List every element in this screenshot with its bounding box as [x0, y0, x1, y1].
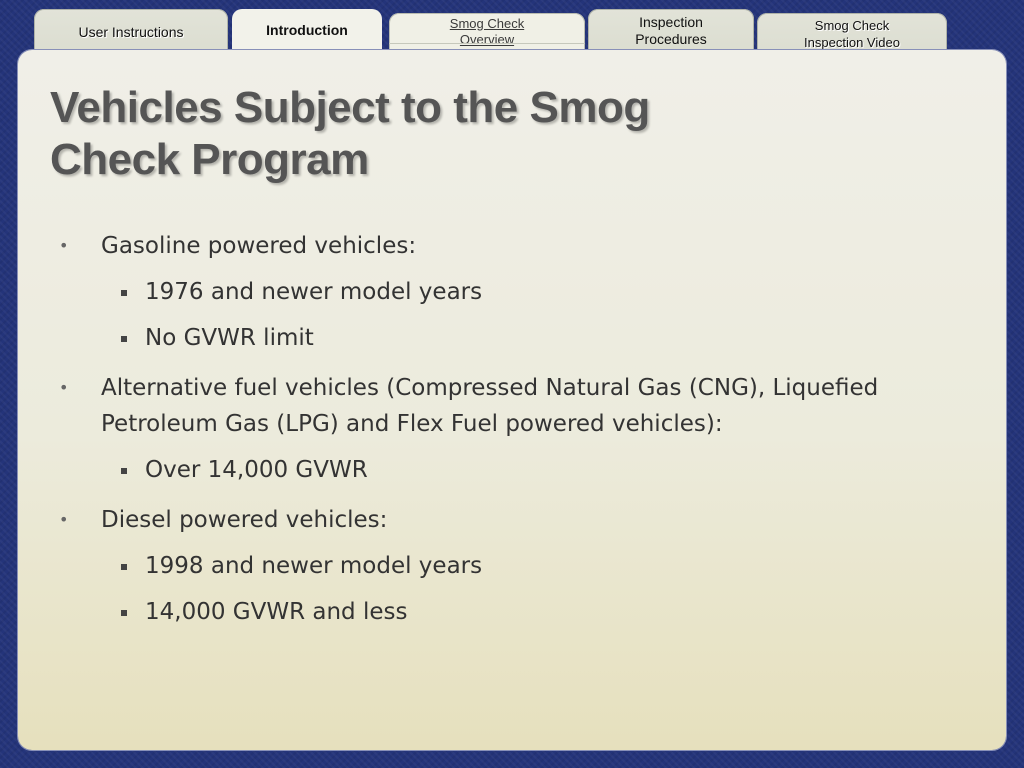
square-bullet-icon	[121, 610, 127, 616]
bullet-diesel	[58, 502, 968, 630]
bullet-dot-icon: •	[59, 510, 69, 529]
tab-inspection-procedures-label-2: Procedures	[635, 31, 707, 47]
square-bullet-icon	[121, 290, 127, 296]
tab-smog-check-overview-label-1[interactable]: Smog Check	[449, 16, 525, 31]
bullet-gasoline	[58, 228, 968, 356]
sub-bullet	[101, 274, 968, 310]
sub-bullet	[101, 452, 968, 488]
sub-bullet-text: 1998 and newer model years	[145, 553, 483, 579]
bullet-text-line-1: Alternative fuel vehicles (Compressed Natural Gas (CNG), Liquefied	[101, 375, 879, 401]
bullet-dot-icon: •	[59, 236, 69, 255]
sub-bullet-text: 1976 and newer model years	[145, 279, 483, 305]
bullet-text-line-2: Petroleum Gas (LPG) and Flex Fuel powered vehicles):	[101, 411, 723, 437]
bullet-list	[58, 228, 968, 640]
tab-smog-check-overview-label-2[interactable]: Overview	[459, 32, 515, 47]
square-bullet-icon	[121, 336, 127, 342]
sub-bullet-list	[101, 274, 968, 356]
bullet-dot-icon: •	[59, 378, 69, 397]
slide-title	[50, 82, 810, 186]
sub-bullet-list	[101, 548, 968, 630]
bullet-alternative-fuel	[58, 370, 968, 488]
square-bullet-icon	[121, 468, 127, 474]
sub-bullet-text: Over 14,000 GVWR	[145, 457, 368, 483]
sub-bullet-text: 14,000 GVWR and less	[145, 599, 408, 625]
tab-inspection-procedures-label-1: Inspection	[639, 14, 703, 30]
sub-bullet-list	[101, 452, 968, 488]
sub-bullet	[101, 594, 968, 630]
tab-divider	[389, 43, 585, 44]
sub-bullet	[101, 320, 968, 356]
slide-title-line-1: Vehicles Subject to the Smog	[50, 83, 650, 132]
bullet-text: Diesel powered vehicles:	[101, 507, 388, 533]
slide-title-line-2: Check Program	[50, 135, 369, 184]
tab-smog-check-video-label-1: Smog Check	[814, 18, 890, 33]
tab-introduction-label: Introduction	[266, 22, 348, 38]
tab-user-instructions-label: User Instructions	[78, 24, 184, 40]
sub-bullet	[101, 548, 968, 584]
sub-bullet-text: No GVWR limit	[145, 325, 314, 351]
square-bullet-icon	[121, 564, 127, 570]
tab-smog-check-video-label-2: Inspection Video	[804, 35, 900, 50]
bullet-text: Gasoline powered vehicles:	[101, 233, 417, 259]
